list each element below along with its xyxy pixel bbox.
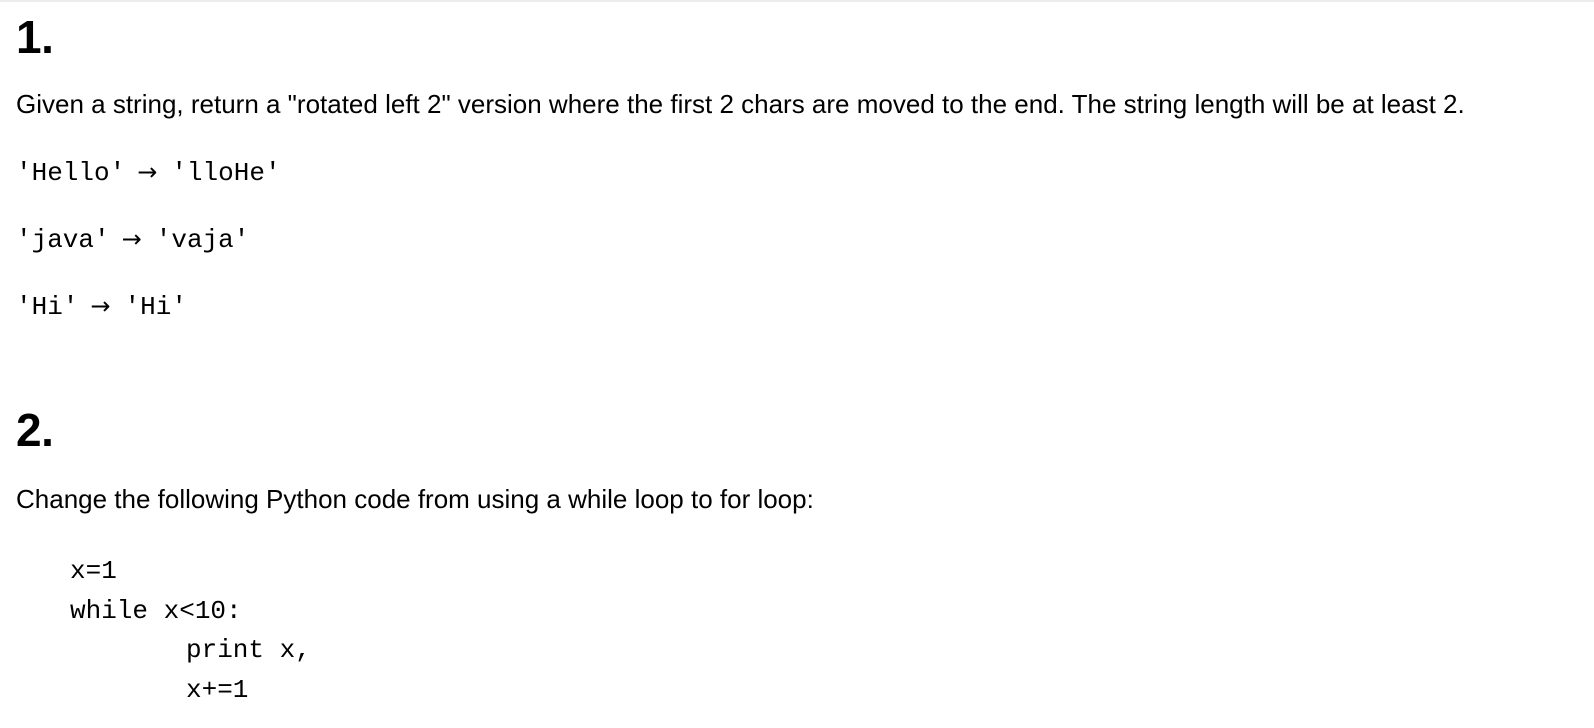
example-output: 'Hi' <box>124 292 187 322</box>
example-row <box>16 224 249 255</box>
arrow-icon: → <box>90 292 111 320</box>
example-input: 'Hi' <box>16 292 79 322</box>
section-2-description: Change the following Python code from using a while loop to for loop: <box>16 484 814 514</box>
example-input: 'Hello' <box>16 158 126 188</box>
code-line: x+=1 <box>186 674 249 705</box>
example-row <box>16 291 187 322</box>
section-1-description: Given a string, return a "rotated left 2" version where the first 2 chars are moved to the end. The string length will be at least 2. <box>16 89 1465 119</box>
example-row <box>16 157 281 188</box>
code-line: x=1 <box>70 556 117 586</box>
section-1-heading: 1. <box>16 11 54 63</box>
code-block <box>70 552 311 710</box>
example-output: 'lloHe' <box>171 158 281 188</box>
example-input: 'java' <box>16 225 110 255</box>
top-border <box>0 0 1594 2</box>
code-line: while x<10: <box>70 595 242 626</box>
code-line: print x, <box>186 635 311 665</box>
arrow-icon: → <box>121 225 142 253</box>
section-2-heading: 2. <box>16 404 54 456</box>
arrow-icon: → <box>137 158 158 186</box>
example-output: 'vaja' <box>155 225 250 255</box>
